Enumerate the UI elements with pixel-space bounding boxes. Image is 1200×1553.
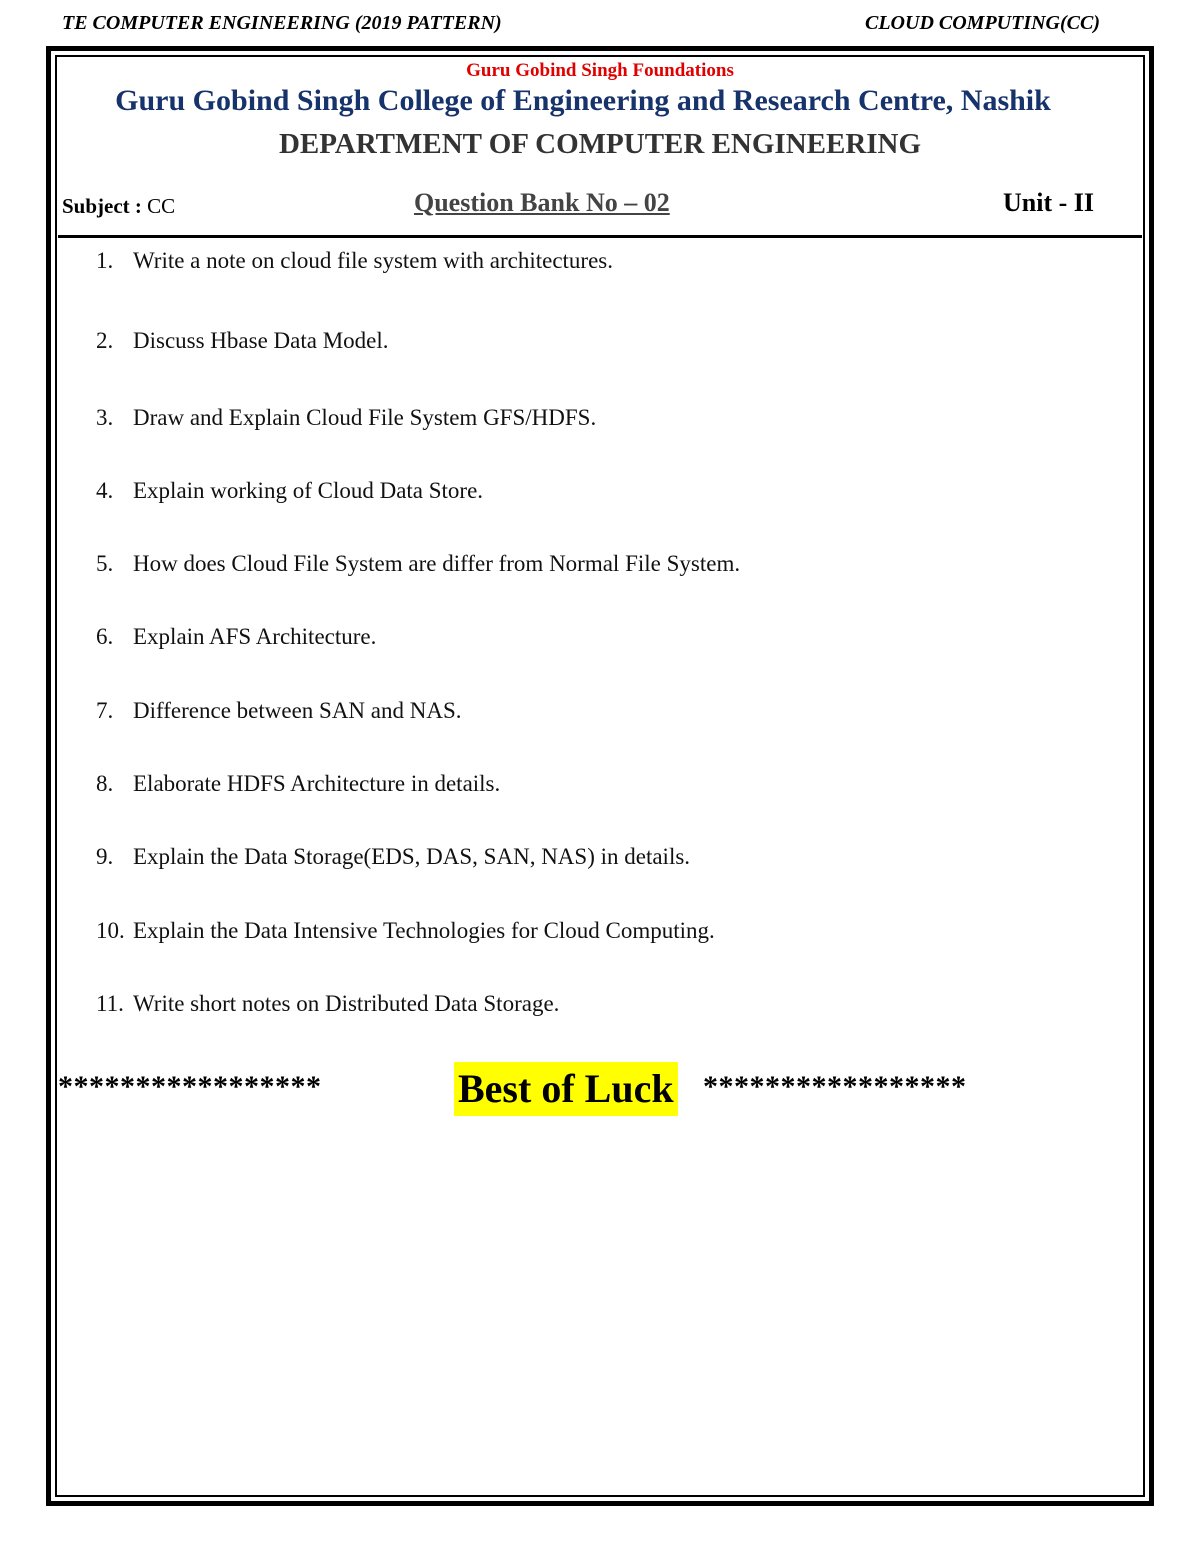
college-name: Guru Gobind Singh College of Engineering and Research Centre, Nashik (115, 84, 1051, 117)
question-text: Explain AFS Architecture. (133, 624, 377, 649)
best-of-luck: Best of Luck (454, 1062, 678, 1116)
question-text: Draw and Explain Cloud File System GFS/HDFS. (133, 405, 597, 430)
question-item (96, 844, 690, 870)
subject (62, 194, 175, 219)
question-text: Difference between SAN and NAS. (133, 698, 462, 723)
question-item (96, 248, 613, 274)
subject-label: Subject : (62, 194, 142, 218)
foundation-name: Guru Gobind Singh Foundations (466, 60, 734, 81)
question-number: 3. (96, 405, 114, 430)
question-item (96, 624, 376, 650)
question-number: 10. (96, 918, 125, 943)
header-course: TE COMPUTER ENGINEERING (2019 PATTERN) (62, 11, 502, 34)
question-text: Write short notes on Distributed Data Storage. (133, 991, 560, 1016)
question-number: 6. (96, 624, 114, 649)
question-number: 4. (96, 478, 114, 503)
question-item (96, 918, 715, 944)
question-item (96, 698, 462, 724)
question-item (96, 328, 389, 354)
closing-line (58, 1062, 1142, 1118)
question-item (96, 405, 596, 431)
question-text: Explain working of Cloud Data Store. (133, 478, 484, 503)
subject-row (62, 188, 1142, 222)
header-divider (58, 235, 1142, 238)
question-item (96, 991, 559, 1017)
question-text: Discuss Hbase Data Model. (133, 328, 389, 353)
question-text: How does Cloud File System are differ from Normal File System. (133, 551, 741, 576)
unit-label: Unit - II (1002, 188, 1094, 217)
running-header (62, 8, 1100, 38)
question-number: 1. (96, 248, 114, 273)
subject-value: CC (141, 194, 176, 218)
question-number: 8. (96, 771, 114, 796)
question-item (96, 478, 483, 504)
question-item (96, 551, 740, 577)
stars-left: ***************** (58, 1070, 322, 1103)
question-text: Explain the Data Storage(EDS, DAS, SAN, NAS) in details. (133, 844, 691, 869)
question-text: Explain the Data Intensive Technologies for Cloud Computing. (133, 918, 715, 943)
question-text: Elaborate HDFS Architecture in details. (133, 771, 501, 796)
question-number: 7. (96, 698, 114, 723)
question-number: 5. (96, 551, 114, 576)
department-name: DEPARTMENT OF COMPUTER ENGINEERING (278, 128, 922, 160)
question-text: Write a note on cloud file system with architectures. (133, 248, 614, 273)
question-number: 11. (96, 991, 124, 1016)
question-number: 9. (96, 844, 114, 869)
question-item (96, 771, 500, 797)
stars-right: ***************** (703, 1070, 967, 1103)
header-subject: CLOUD COMPUTING(CC) (865, 11, 1100, 34)
question-bank-title: Question Bank No – 02 (414, 188, 670, 217)
question-number: 2. (96, 328, 114, 353)
